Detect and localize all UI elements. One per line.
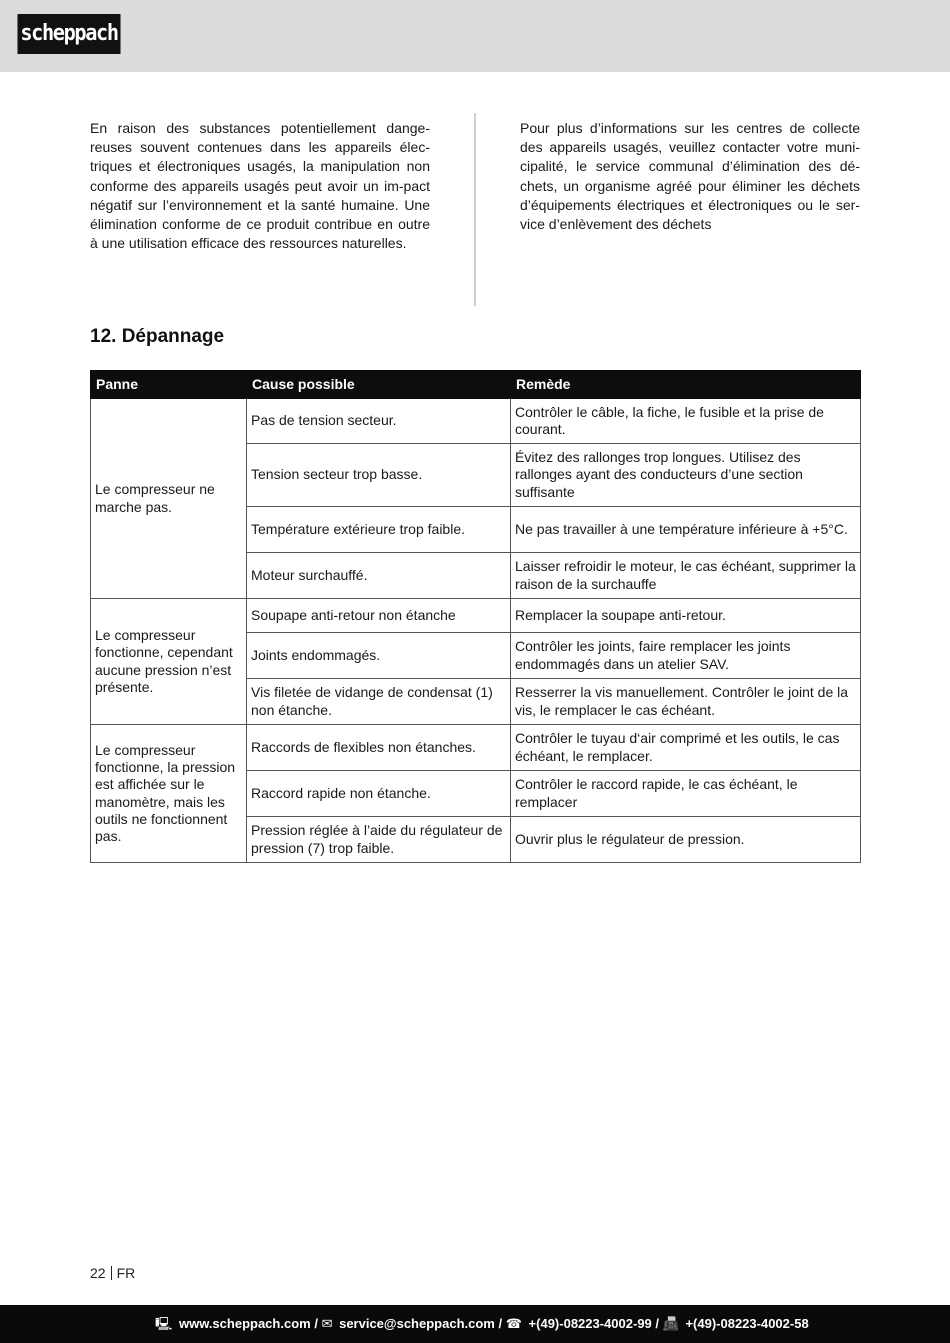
website-link[interactable]: www.scheppach.com xyxy=(178,1316,311,1331)
cause-cell: Raccord rapide non étanche. xyxy=(247,771,511,817)
cause-cell: Joints endommagés. xyxy=(247,633,511,679)
remede-cell: Ne pas travailler à une température inférieure à +5°C. xyxy=(511,507,861,553)
remede-cell: Contrôler les joints, faire remplacer les joints endommagés dans un atelier SAV. xyxy=(511,633,861,679)
page-header xyxy=(0,0,950,72)
table-row xyxy=(91,399,861,444)
remede-cell: Remplacer la soupape anti-retour. xyxy=(511,599,861,633)
remede-cell: Laisser refroidir le moteur, le cas échéant, supprimer la raison de la surchauffe xyxy=(511,553,861,599)
page-number-separator xyxy=(111,1266,112,1280)
footer-contact-bar xyxy=(0,1305,950,1343)
fax-icon: 📠 xyxy=(662,1316,679,1331)
email-link[interactable]: service@scheppach.com xyxy=(339,1316,495,1331)
footer-separator: / xyxy=(655,1316,663,1331)
panne-cell: Le compresseur fonctionne, cependant aucune pression n’est présente. xyxy=(91,599,247,725)
intro-left-paragraph: En raison des substances potentiellement dange-reuses souvent contenues dans les appareils élec-triques et électroniques usagés, la manipulation non conforme des appareils usagés peut avoir un im-pact négatif sur l’environnement et la santé humaine. Une élimination conforme de ce produit contribue en outre à une utilisation efficace des ressources naturelles. xyxy=(90,120,430,252)
cause-cell: Pression réglée à l’aide du régulateur de pression (7) trop faible. xyxy=(247,817,511,863)
fax-number: +(49)-08223-4002-58 xyxy=(685,1316,809,1331)
intro-right-paragraph: Pour plus d’informations sur les centres de collecte des appareils usagés, veuillez contacter votre muni-cipalité, le service communal d’élimination des dé-chets, un organisme agréé pour éliminer les déchets d’équipements électriques et électroniques ou le ser-vice d’enlèvement des déchets xyxy=(520,120,860,233)
remede-cell: Ouvrir plus le régulateur de pression. xyxy=(511,817,861,863)
table-row xyxy=(91,599,861,633)
panne-cell: Le compresseur ne marche pas. xyxy=(91,399,247,599)
brand-logo: scheppach xyxy=(17,14,120,54)
cause-cell: Pas de tension secteur. xyxy=(247,399,511,444)
section-title: 12. Dépannage xyxy=(90,326,225,347)
remede-cell: Contrôler le tuyau d‘air comprimé et les outils, le cas échéant, le remplacer. xyxy=(511,725,861,771)
page-language: FR xyxy=(116,1265,136,1281)
cause-cell: Température extérieure trop faible. xyxy=(247,507,511,553)
footer-separator: / xyxy=(314,1316,322,1331)
panne-cell: Le compresseur fonctionne, la pression est affichée sur le manomètre, mais les outils ne fonctionnent pas. xyxy=(91,725,247,863)
table-row xyxy=(91,725,861,771)
cause-cell: Soupape anti-retour non étanche xyxy=(247,599,511,633)
page-number xyxy=(90,1265,135,1281)
header-cause: Cause possible xyxy=(247,371,511,399)
page-number-value: 22 xyxy=(90,1265,106,1281)
header-panne: Panne xyxy=(91,371,247,399)
header-remede: Remède xyxy=(511,371,861,399)
remede-cell: Contrôler le raccord rapide, le cas échéant, le remplacer xyxy=(511,771,861,817)
table-header-row xyxy=(91,371,861,399)
computer-icon: 🖳 xyxy=(155,1316,173,1331)
remede-cell: Resserrer la vis manuellement. Contrôler le joint de la vis, le remplacer le cas échéant. xyxy=(511,679,861,725)
remede-cell: Évitez des rallonges trop longues. Utilisez des rallonges ayant des conducteurs d’une section suffisante xyxy=(511,444,861,507)
column-divider xyxy=(474,113,476,306)
remede-cell: Contrôler le câble, la fiche, le fusible et la prise de courant. xyxy=(511,399,861,444)
phone-icon: ☎ xyxy=(505,1316,522,1331)
troubleshooting-table xyxy=(90,370,861,863)
mail-icon: ✉ xyxy=(321,1316,333,1331)
cause-cell: Vis filetée de vidange de condensat (1) non étanche. xyxy=(247,679,511,725)
cause-cell: Tension secteur trop basse. xyxy=(247,444,511,507)
footer-separator: / xyxy=(498,1316,506,1331)
cause-cell: Raccords de flexibles non étanches. xyxy=(247,725,511,771)
cause-cell: Moteur surchauffé. xyxy=(247,553,511,599)
phone-number: +(49)-08223-4002-99 xyxy=(528,1316,652,1331)
